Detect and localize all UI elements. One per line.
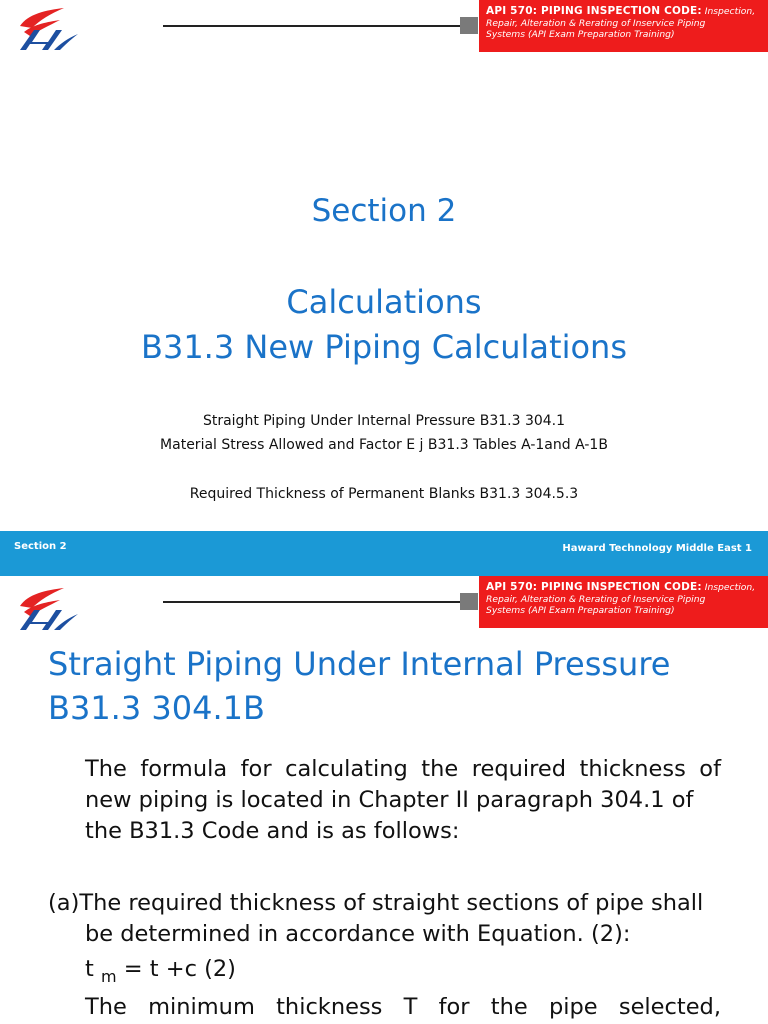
slide-2 xyxy=(0,576,768,1024)
footer-section: Section 2 xyxy=(14,541,67,552)
intro-paragraph xyxy=(85,754,721,847)
course-subtitle-1: Inspection, xyxy=(704,6,756,17)
calculations-title: Calculations xyxy=(286,283,482,321)
course-header-banner xyxy=(479,576,768,628)
section-title: Section 2 xyxy=(311,193,457,229)
slide-footer xyxy=(0,531,768,576)
course-code: API 570: PIPING INSPECTION CODE: xyxy=(486,5,702,17)
calculations-subtitle: B31.3 New Piping Calculations xyxy=(141,328,627,366)
item-a-marker: (a) xyxy=(48,890,80,916)
header-rule xyxy=(163,601,463,603)
course-subtitle-2: Repair, Alteration & Rerating of Inservice Piping xyxy=(486,17,706,29)
thickness-formula xyxy=(85,956,236,986)
header-rule-cap xyxy=(460,17,478,34)
slide-title-line-2: B31.3 304.1B xyxy=(48,689,265,727)
course-subtitle-2: Repair, Alteration & Rerating of Inservice Piping xyxy=(486,593,706,605)
slide-title xyxy=(48,642,748,730)
company-logo-icon xyxy=(14,586,80,636)
intro-text: The formula for calculating the required thickness of new piping is located in Chapter II paragraph 304.1 of xyxy=(85,756,721,813)
formula-rest: = t +c (2) xyxy=(123,956,236,982)
course-subtitle-1: Inspection, xyxy=(704,582,756,593)
course-subtitle-3: Systems (API Exam Preparation Training) xyxy=(486,29,675,40)
course-subtitle-3: Systems (API Exam Preparation Training) xyxy=(486,605,675,616)
header-rule-cap xyxy=(460,593,478,610)
item-a-rest: be determined in accordance with Equation. (2): xyxy=(85,921,631,947)
header-rule xyxy=(163,25,463,27)
intro-text-last: the B31.3 Code and is as follows: xyxy=(85,818,460,844)
item-a-first-line: The required thickness of straight sections of pipe shall xyxy=(79,890,704,916)
slide-title-line-1: Straight Piping Under Internal Pressure xyxy=(48,645,671,683)
formula-subscript: m xyxy=(100,967,117,986)
footer-company-page: Haward Technology Middle East 1 xyxy=(562,543,752,554)
company-logo-icon xyxy=(14,6,80,56)
min-thickness-text: The minimum thickness T for the pipe selected, xyxy=(85,994,721,1020)
topic-item: Material Stress Allowed and Factor E j B31.3 Tables A-1and A-1B xyxy=(160,437,608,453)
course-code: API 570: PIPING INSPECTION CODE: xyxy=(486,581,702,593)
topic-item: Required Thickness of Permanent Blanks B31.3 304.5.3 xyxy=(189,486,579,502)
formula-t: t xyxy=(85,956,94,982)
item-a xyxy=(48,888,721,950)
course-header-banner xyxy=(479,0,768,52)
topic-item: Straight Piping Under Internal Pressure B31.3 304.1 xyxy=(202,413,566,429)
